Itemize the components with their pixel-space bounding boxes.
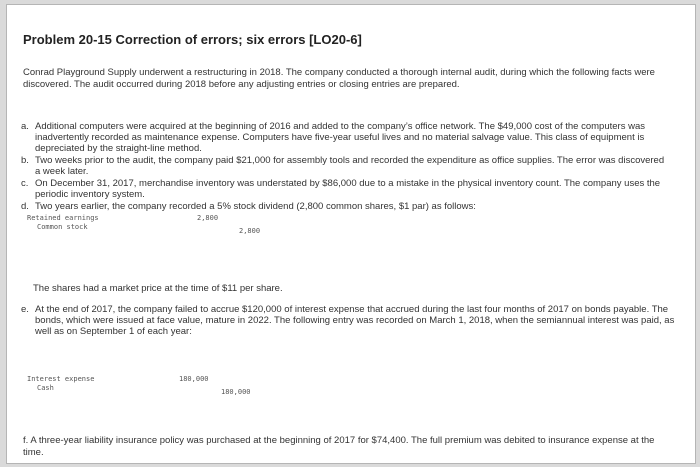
list-item-e [21, 304, 685, 337]
item-text: Additional computers were acquired at the beginning of 2016 and added to the company’s office network. The $49,000 cost of the computers was inadvertently recorded as maintenance expense. Computers have five-year useful lives and no material salvage value. This class of equipment is depreciated by the straight-line method. [35, 121, 645, 154]
debit-account: Retained earnings [27, 214, 99, 222]
item-text: Two years earlier, the company recorded a 5% stock dividend (2,800 common shares, $1 par) as follows: [35, 201, 476, 212]
item-marker: c. [21, 178, 29, 189]
item-marker: e. [21, 304, 29, 315]
market-price-note: The shares had a market price at the time of $11 per share. [33, 283, 283, 294]
credit-amount: 2,800 [239, 227, 261, 235]
item-marker: d. [21, 201, 29, 212]
problem-title: Problem 20-15 Correction of errors; six errors [LO20-6] [23, 32, 362, 47]
debit-amount: 2,800 [197, 214, 219, 222]
intro-paragraph: Conrad Playground Supply underwent a restructuring in 2018. The company conducted a thorough internal audit, during which the following facts were discovered. The audit occurred during 2018 before any adjusting entries or closing entries are prepared. [23, 67, 655, 90]
item-marker: b. [21, 155, 29, 166]
list-item-a [21, 121, 671, 154]
item-text: At the end of 2017, the company failed to accrue $120,000 of interest expense that accrued during the last four months of 2017 on bonds payable. The bonds, which were issued at face value, mature in 2022. The following entry was recorded on March 1, 2018, when the semiannual interest was paid, as well as on September 1 of each year: [35, 304, 675, 337]
credit-account: Cash [37, 384, 54, 392]
item-text: Two weeks prior to the audit, the company paid $21,000 for assembly tools and recorded the expenditure as office supplies. The error was discovered a week later. [35, 155, 665, 177]
list-item-f: f. A three-year liability insurance policy was purchased at the beginning of 2017 for $74,400. The full premium was debited to insurance expense at the time. [23, 435, 655, 458]
debit-amount: 180,000 [179, 375, 209, 383]
credit-account: Common stock [37, 223, 88, 231]
credit-amount: 180,000 [221, 388, 251, 396]
list-item-d [21, 201, 671, 212]
journal-entry-stock-dividend [27, 214, 287, 248]
error-list [21, 121, 671, 213]
list-item-c [21, 178, 671, 200]
debit-account: Interest expense [27, 375, 95, 383]
item-marker: a. [21, 121, 29, 132]
item-text: On December 31, 2017, merchandise inventory was understated by $86,000 due to a mistake in the physical inventory count. The company uses the periodic inventory system. [35, 178, 661, 200]
list-item-b [21, 155, 671, 177]
journal-entry-interest [27, 375, 297, 405]
problem-page [6, 4, 696, 464]
